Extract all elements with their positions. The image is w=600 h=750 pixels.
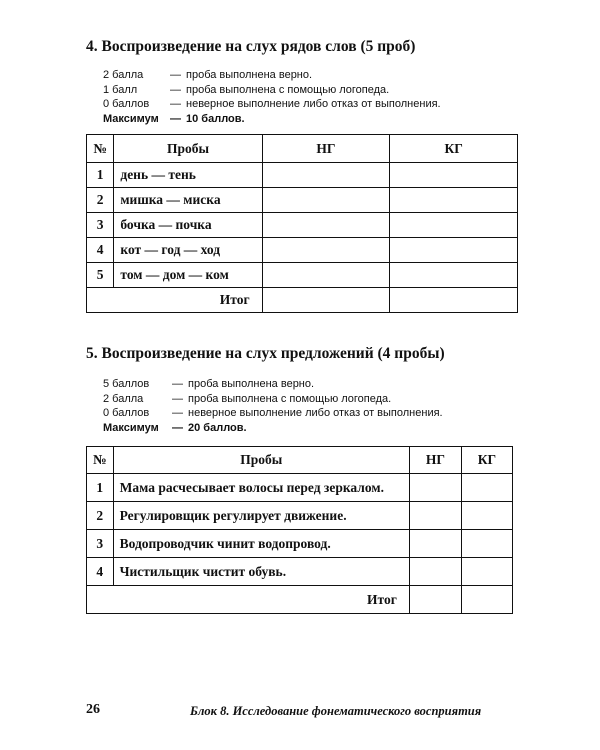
section-5-scoring <box>103 377 443 435</box>
max-label: Максимум <box>103 112 159 125</box>
page-number: 26 <box>86 702 100 717</box>
table-row <box>87 263 518 288</box>
scoring-desc: неверное выполнение либо отказ от выполнения. <box>188 407 443 419</box>
scoring-desc: проба выполнена верно. <box>188 378 315 390</box>
scoring-dash: — <box>172 392 183 405</box>
cell-ng[interactable] <box>409 474 461 502</box>
scoring-dash: — <box>170 69 181 81</box>
section-5-title-text: Воспроизведение на слух предложений (4 пробы) <box>101 345 445 362</box>
scoring-max-row <box>103 112 441 127</box>
cell-ng[interactable] <box>262 188 390 213</box>
row-probe: мишка — миска <box>114 188 262 213</box>
cell-kg[interactable] <box>461 530 512 558</box>
table-header-row <box>87 135 518 163</box>
total-ng[interactable] <box>409 586 461 614</box>
table-row <box>87 502 513 530</box>
scoring-desc: проба выполнена с помощью логопеда. <box>188 392 392 405</box>
table-row <box>87 213 518 238</box>
scoring-points: 1 балл <box>103 83 138 96</box>
section-4-scoring <box>103 68 441 126</box>
table-row <box>87 530 513 558</box>
section-4-table <box>86 134 518 313</box>
row-number: 5 <box>87 263 114 288</box>
cell-ng[interactable] <box>262 238 390 263</box>
cell-kg[interactable] <box>461 474 512 502</box>
cell-ng[interactable] <box>262 163 390 188</box>
cell-kg[interactable] <box>461 558 512 586</box>
section-4-title <box>86 38 415 56</box>
section-5-number: 5. <box>86 345 98 362</box>
header-number: № <box>87 447 114 474</box>
header-kg: КГ <box>461 447 512 474</box>
row-probe: бочка — почка <box>114 213 262 238</box>
max-dash: — <box>172 421 183 434</box>
scoring-dash: — <box>170 83 181 96</box>
row-number: 2 <box>87 188 114 213</box>
table-total-row <box>87 586 513 614</box>
row-number: 1 <box>87 474 114 502</box>
scoring-points: 2 балла <box>103 69 144 81</box>
max-dash: — <box>170 112 181 125</box>
row-probe: Регулировщик регулирует движение. <box>113 502 409 530</box>
scoring-dash: — <box>172 378 183 390</box>
scoring-points: 5 баллов <box>103 378 150 390</box>
header-number: № <box>87 135 114 163</box>
table-total-row <box>87 288 518 313</box>
total-label: Итог <box>87 586 410 614</box>
section-4-number: 4. <box>86 38 98 55</box>
scoring-row <box>103 83 441 98</box>
row-number: 4 <box>87 558 114 586</box>
table-row <box>87 474 513 502</box>
cell-kg[interactable] <box>461 502 512 530</box>
max-label: Максимум <box>103 421 159 434</box>
row-number: 3 <box>87 530 114 558</box>
total-kg[interactable] <box>461 586 512 614</box>
row-probe: кот — год — ход <box>114 238 262 263</box>
total-ng[interactable] <box>262 288 390 313</box>
scoring-row <box>103 406 443 421</box>
row-number: 1 <box>87 163 114 188</box>
header-kg: КГ <box>390 135 518 163</box>
scoring-dash: — <box>172 407 183 419</box>
max-value: 10 баллов. <box>186 112 245 125</box>
cell-kg[interactable] <box>390 188 518 213</box>
cell-kg[interactable] <box>390 163 518 188</box>
cell-kg[interactable] <box>390 213 518 238</box>
cell-ng[interactable] <box>409 502 461 530</box>
row-probe: Водопроводчик чинит водопровод. <box>113 530 409 558</box>
header-probes: Пробы <box>114 135 262 163</box>
scoring-desc: неверное выполнение либо отказ от выполнения. <box>186 98 441 110</box>
row-probe: Мама расчесывает волосы перед зеркалом. <box>113 474 409 502</box>
scoring-dash: — <box>170 98 181 110</box>
scoring-desc: проба выполнена верно. <box>186 69 313 81</box>
total-label: Итог <box>87 288 263 313</box>
scoring-points: 0 баллов <box>103 98 150 110</box>
total-kg[interactable] <box>390 288 518 313</box>
row-number: 3 <box>87 213 114 238</box>
cell-kg[interactable] <box>390 263 518 288</box>
scoring-row <box>103 68 441 83</box>
table-row <box>87 188 518 213</box>
section-5-title <box>86 345 445 363</box>
table-header-row <box>87 447 513 474</box>
header-probes: Пробы <box>113 447 409 474</box>
cell-kg[interactable] <box>390 238 518 263</box>
cell-ng[interactable] <box>409 530 461 558</box>
header-ng: НГ <box>409 447 461 474</box>
scoring-max-row <box>103 421 443 436</box>
scoring-desc: проба выполнена с помощью логопеда. <box>186 83 390 96</box>
cell-ng[interactable] <box>262 263 390 288</box>
row-number: 2 <box>87 502 114 530</box>
section-4-title-text: Воспроизведение на слух рядов слов (5 проб) <box>101 38 416 55</box>
section-5-table <box>86 446 513 614</box>
max-value: 20 баллов. <box>188 421 247 434</box>
scoring-points: 0 баллов <box>103 407 150 419</box>
scoring-row <box>103 392 443 407</box>
table-row <box>87 238 518 263</box>
row-probe: день — тень <box>114 163 262 188</box>
cell-ng[interactable] <box>262 213 390 238</box>
row-probe: том — дом — ком <box>114 263 262 288</box>
cell-ng[interactable] <box>409 558 461 586</box>
header-ng: НГ <box>262 135 390 163</box>
table-row <box>87 558 513 586</box>
scoring-row <box>103 97 441 112</box>
scoring-points: 2 балла <box>103 392 144 405</box>
scoring-row <box>103 377 443 392</box>
running-title: Блок 8. Исследование фонематического восприятия <box>190 704 482 718</box>
row-number: 4 <box>87 238 114 263</box>
table-row <box>87 163 518 188</box>
row-probe: Чистильщик чистит обувь. <box>113 558 409 586</box>
